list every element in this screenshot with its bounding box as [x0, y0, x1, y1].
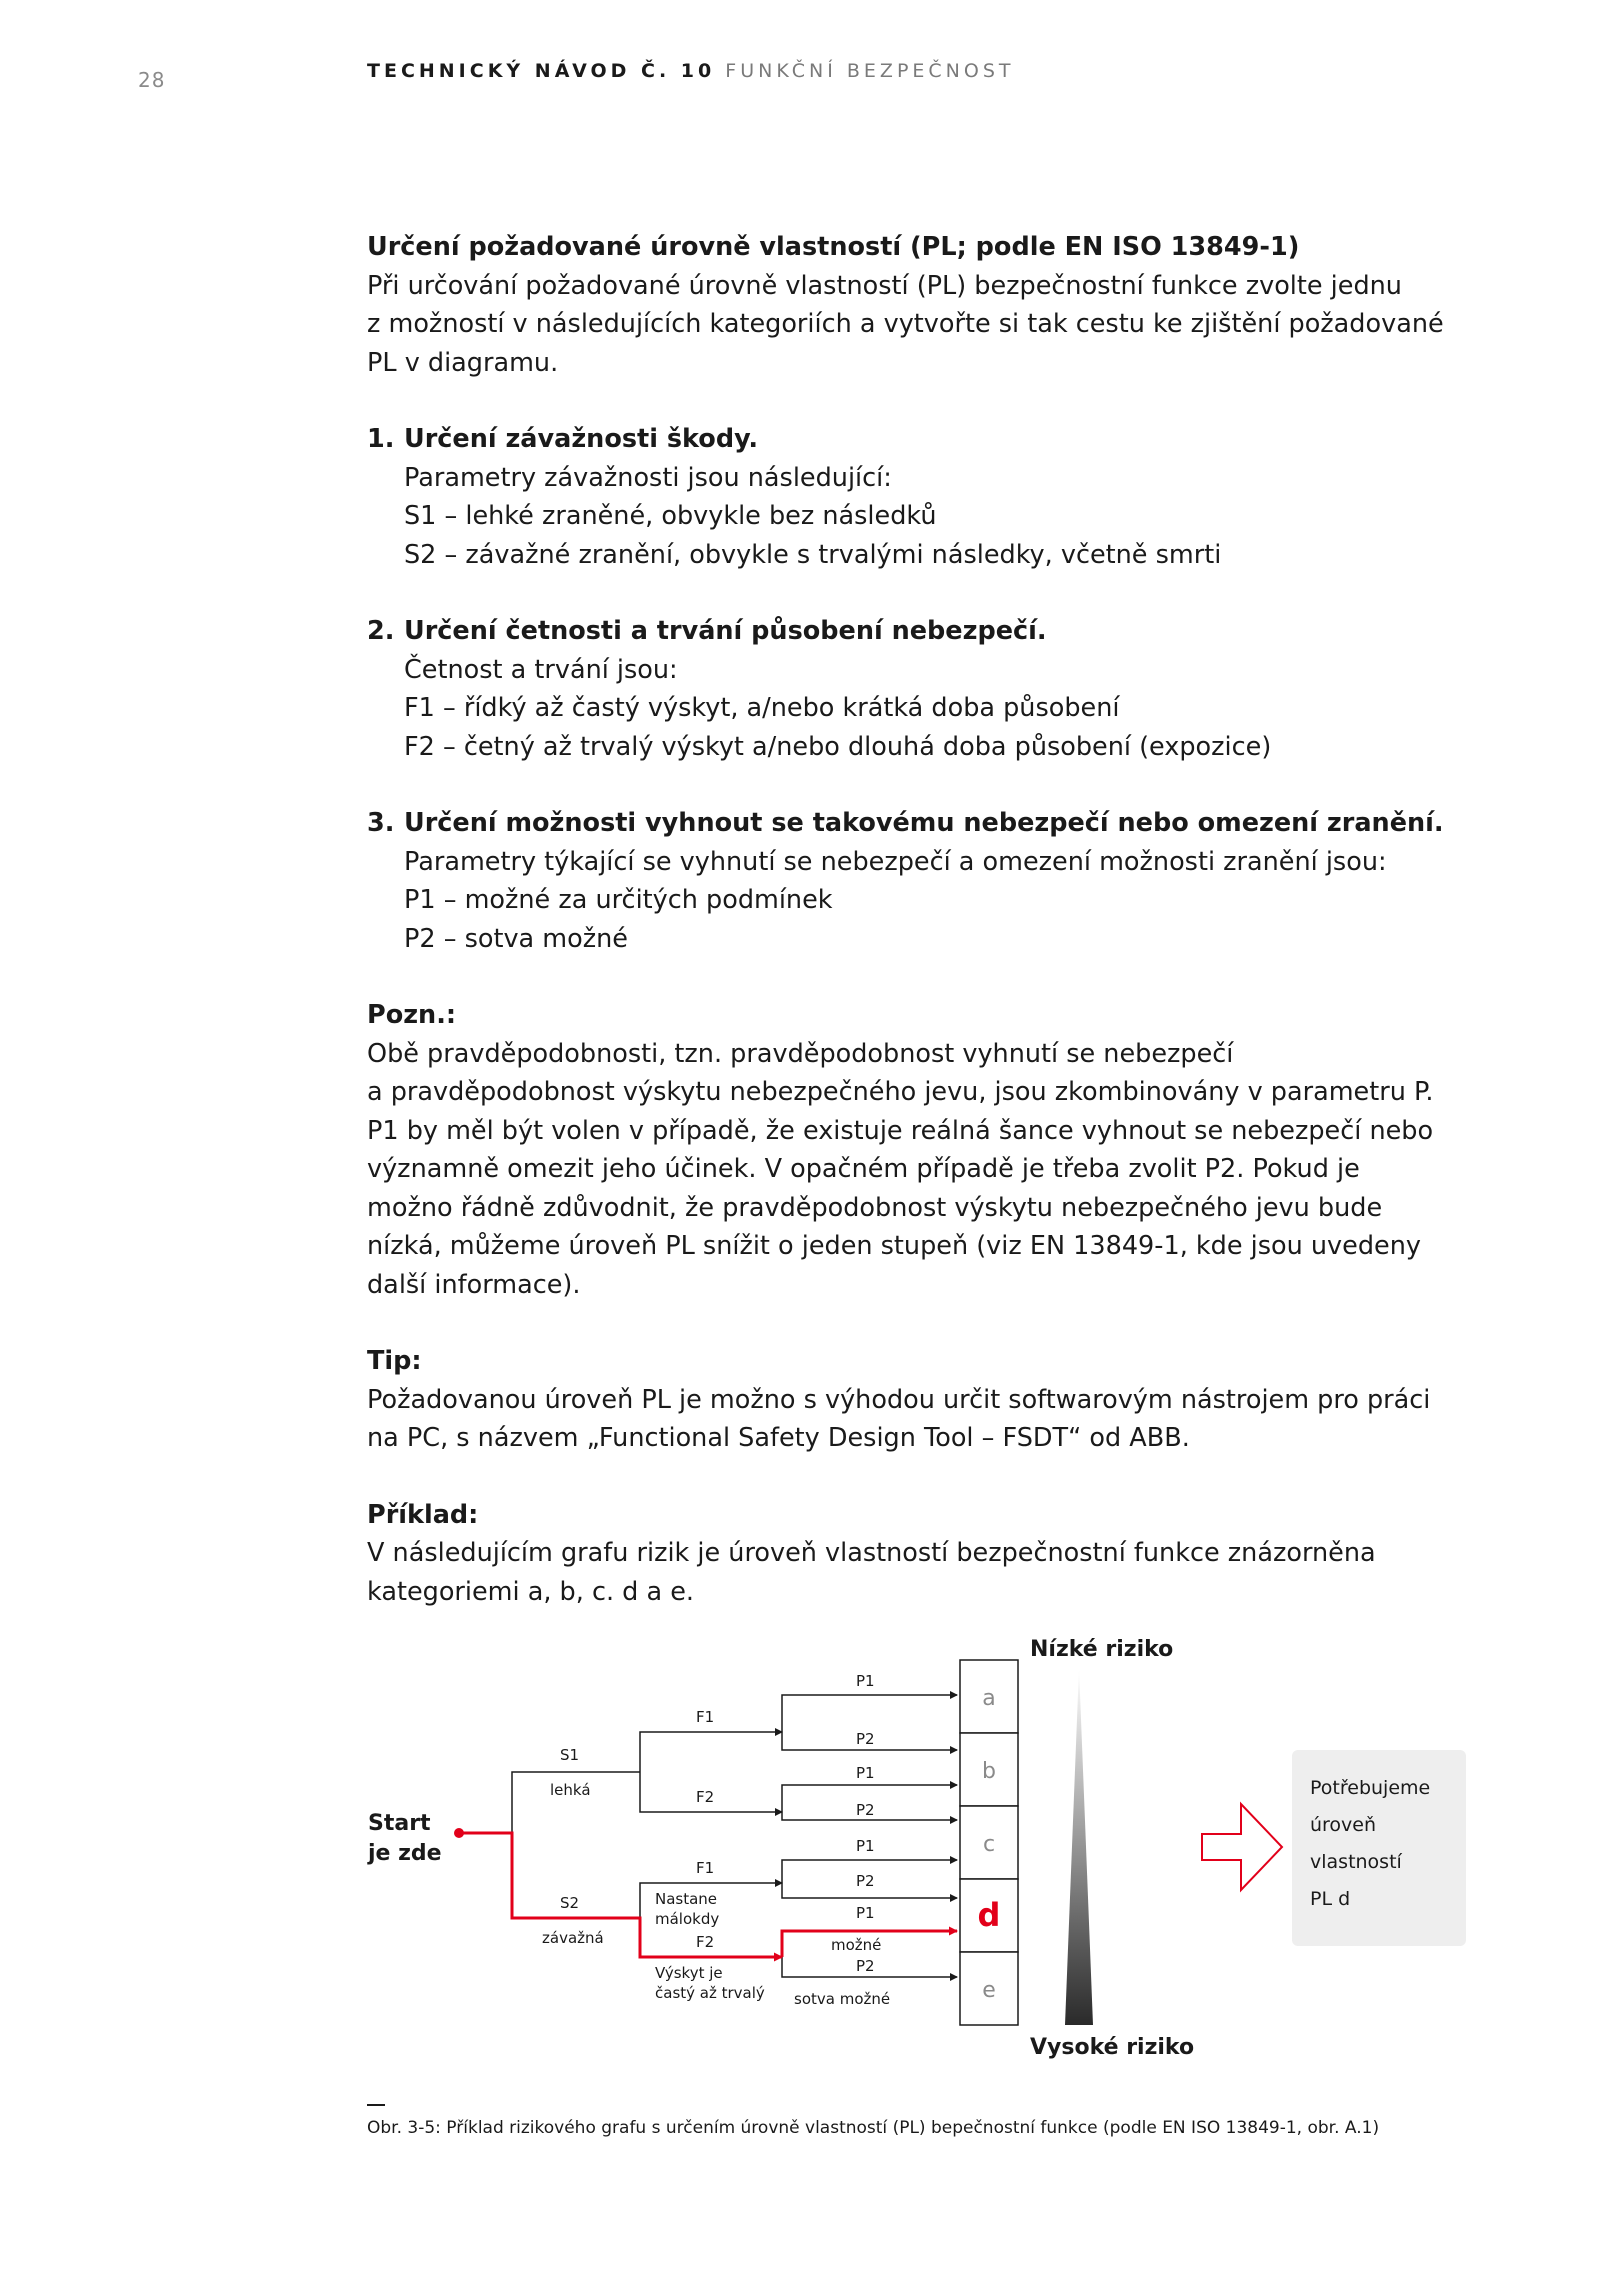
p2-label: P2	[856, 1801, 875, 1819]
step-line: F1 – řídký až častý výskyt, a/nebo krátká doba působení	[404, 693, 1120, 723]
start-label: Start	[368, 1811, 431, 1836]
step-number: 2.	[367, 616, 395, 646]
page-number: 28	[138, 68, 166, 92]
result-line: úroveň	[1310, 1814, 1377, 1836]
risk-graph-figure	[360, 1620, 1480, 2060]
note-line: nízká, můžeme úroveň PL snížit o jeden stupeň (viz EN 13849-1, kde jsou uvedeny	[367, 1231, 1421, 1261]
step-title: Určení četnosti a trvání působení nebezpečí.	[404, 616, 1047, 646]
level-b: b	[982, 1759, 996, 1784]
start-point	[454, 1828, 464, 1838]
running-header-title: TECHNICKÝ NÁVOD Č. 10	[367, 60, 716, 82]
running-header-subtitle: FUNKČNÍ BEZPEČNOST	[725, 60, 1015, 82]
step-line: S1 – lehké zraněné, obvykle bez následků	[404, 501, 937, 531]
level-e: e	[982, 1978, 996, 2003]
note-line: možno řádně zdůvodnit, že pravděpodobnost výskytu nebezpečného jevu bude	[367, 1192, 1383, 1223]
step-line: Parametry závažnosti jsou následující:	[404, 462, 892, 493]
level-d-selected: d	[977, 1896, 1001, 1934]
f1-description: Nastane	[655, 1890, 718, 1908]
intro-line: z možností v následujících kategoriích a vytvořte si tak cestu ke zjištění požadované	[367, 309, 1444, 339]
note-line: Obě pravděpodobnosti, tzn. pravděpodobnost vyhnutí se nebezpečí	[367, 1038, 1234, 1069]
f1-label: F1	[696, 1859, 715, 1877]
s1-label: S1	[560, 1746, 580, 1764]
p2-description: sotva možné	[794, 1990, 891, 2008]
intro-line: PL v diagramu.	[367, 347, 559, 378]
note-line: P1 by měl být volen v případě, že existuje reálná šance vyhnout se nebezpečí nebo	[367, 1115, 1434, 1146]
note-heading: Pozn.:	[367, 1000, 457, 1030]
figure-caption: Obr. 3-5: Příklad rizikového grafu s určením úrovně vlastností (PL) bepečnostní funkce (podle EN ISO 13849-1, obr. A.1)	[367, 2118, 1380, 2138]
risk-gradient-triangle	[1065, 1668, 1093, 2025]
p2-label: P2	[856, 1872, 875, 1890]
step-line: Parametry týkající se vyhnutí se nebezpečí a omezení možnosti zranění jsou:	[404, 846, 1387, 877]
p1-label: P1	[856, 1904, 875, 1922]
step-title: Určení závažnosti škody.	[404, 424, 759, 454]
f1-description: málokdy	[655, 1910, 720, 1928]
p2-label: P2	[856, 1730, 875, 1748]
step-line: P2 – sotva možné	[404, 923, 628, 954]
step-number: 1.	[367, 424, 395, 454]
f2-description: Výskyt je	[655, 1964, 723, 1982]
p1-label: P1	[856, 1837, 875, 1855]
level-a: a	[982, 1686, 996, 1711]
f1-label: F1	[696, 1708, 715, 1726]
tip-line: Požadovanou úroveň PL je možno s výhodou určit softwarovým nástrojem pro práci	[367, 1384, 1431, 1415]
tip-line: na PC, s názvem „Functional Safety Design Tool – FSDT“ od ABB.	[367, 1423, 1190, 1453]
tip-heading: Tip:	[367, 1346, 422, 1376]
intro-line: Při určování požadované úrovně vlastností (PL) bezpečnostní funkce zvolte jednu	[367, 270, 1402, 301]
step-3	[367, 804, 1477, 958]
s1-description: lehká	[550, 1781, 591, 1799]
f2-description: častý až trvalý	[655, 1984, 765, 2002]
result-line: PL d	[1310, 1888, 1351, 1910]
step-line: S2 – závažné zranění, obvykle s trvalými následky, včetně smrti	[404, 539, 1222, 570]
result-line: vlastností	[1310, 1851, 1402, 1873]
step-line: F2 – četný až trvalý výskyt a/nebo dlouhá doba působení (expozice)	[404, 731, 1272, 762]
s2-label: S2	[560, 1894, 580, 1912]
result-arrow-icon	[1202, 1804, 1282, 1890]
note-line: a pravděpodobnost výskytu nebezpečného jevu, jsou zkombinovány v parametru P.	[367, 1077, 1434, 1107]
step-line: Četnost a trvání jsou:	[404, 654, 678, 685]
start-label: je zde	[368, 1841, 442, 1866]
level-c: c	[982, 1832, 996, 1857]
p2-label: P2	[856, 1957, 875, 1975]
running-header	[367, 60, 1015, 82]
note-line: významně omezit jeho účinek. V opačném případě je třeba zvolit P2. Pokud je	[367, 1154, 1360, 1184]
example-heading: Příklad:	[367, 1499, 479, 1530]
p1-label: P1	[856, 1764, 875, 1782]
risk-graph	[360, 1620, 1480, 2060]
f2-label: F2	[696, 1933, 715, 1951]
step-line: P1 – možné za určitých podmínek	[404, 885, 833, 915]
low-risk-label: Nízké riziko	[1030, 1637, 1174, 1662]
f2-label: F2	[696, 1788, 715, 1806]
step-number: 3.	[367, 808, 395, 838]
section-heading: Určení požadované úrovně vlastností (PL; podle EN ISO 13849-1)	[367, 232, 1300, 262]
step-title: Určení možnosti vyhnout se takovému nebezpečí nebo omezení zranění.	[404, 808, 1444, 838]
caption-rule	[367, 2104, 385, 2106]
example-line: V následujícím grafu rizik je úroveň vlastností bezpečnostní funkce znázorněna	[367, 1538, 1376, 1568]
p1-description: možné	[831, 1936, 882, 1954]
p1-label: P1	[856, 1672, 875, 1690]
step-2	[367, 612, 1477, 766]
result-line: Potřebujeme	[1310, 1777, 1431, 1799]
main-text	[367, 228, 1477, 1611]
example-line: kategoriemi a, b, c. d a e.	[367, 1576, 694, 1607]
s2-description: závažná	[542, 1929, 604, 1947]
step-1	[367, 420, 1477, 574]
note-line: další informace).	[367, 1269, 581, 1300]
high-risk-label: Vysoké riziko	[1030, 2035, 1195, 2060]
